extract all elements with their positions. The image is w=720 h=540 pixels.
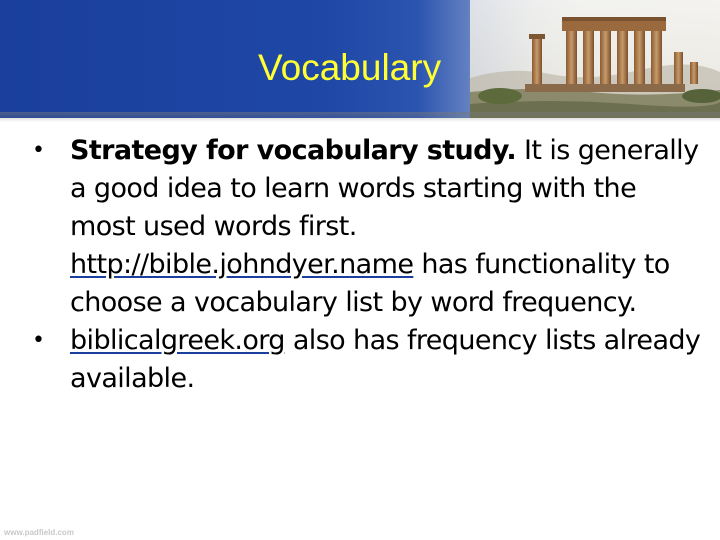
- bullet-strong-text: Strategy for vocabulary study.: [70, 135, 517, 166]
- bullet-list: [26, 132, 702, 398]
- slide-title: Vocabulary: [258, 47, 442, 88]
- bullet-text: It is generally a good idea to learn words starting with the most used words first.: [70, 135, 699, 242]
- footer-watermark: www.padfield.com: [4, 528, 74, 537]
- bullet-icon: •: [32, 138, 45, 163]
- header-shadow: [0, 112, 720, 122]
- header-band: [0, 0, 720, 118]
- bullet-text: has functionality to choose a vocabulary list by word frequency.: [70, 249, 670, 318]
- bullet-item-biblicalgreek: [26, 322, 702, 398]
- bullet-text: also has frequency lists already available.: [70, 325, 701, 394]
- bullet-icon: •: [32, 328, 45, 353]
- temple-ruins-image: [470, 0, 720, 118]
- biblicalgreek-link[interactable]: biblicalgreek.org: [70, 325, 285, 356]
- johndyer-link[interactable]: http://bible.johndyer.name: [70, 249, 414, 280]
- bullet-item-strategy: [26, 132, 702, 322]
